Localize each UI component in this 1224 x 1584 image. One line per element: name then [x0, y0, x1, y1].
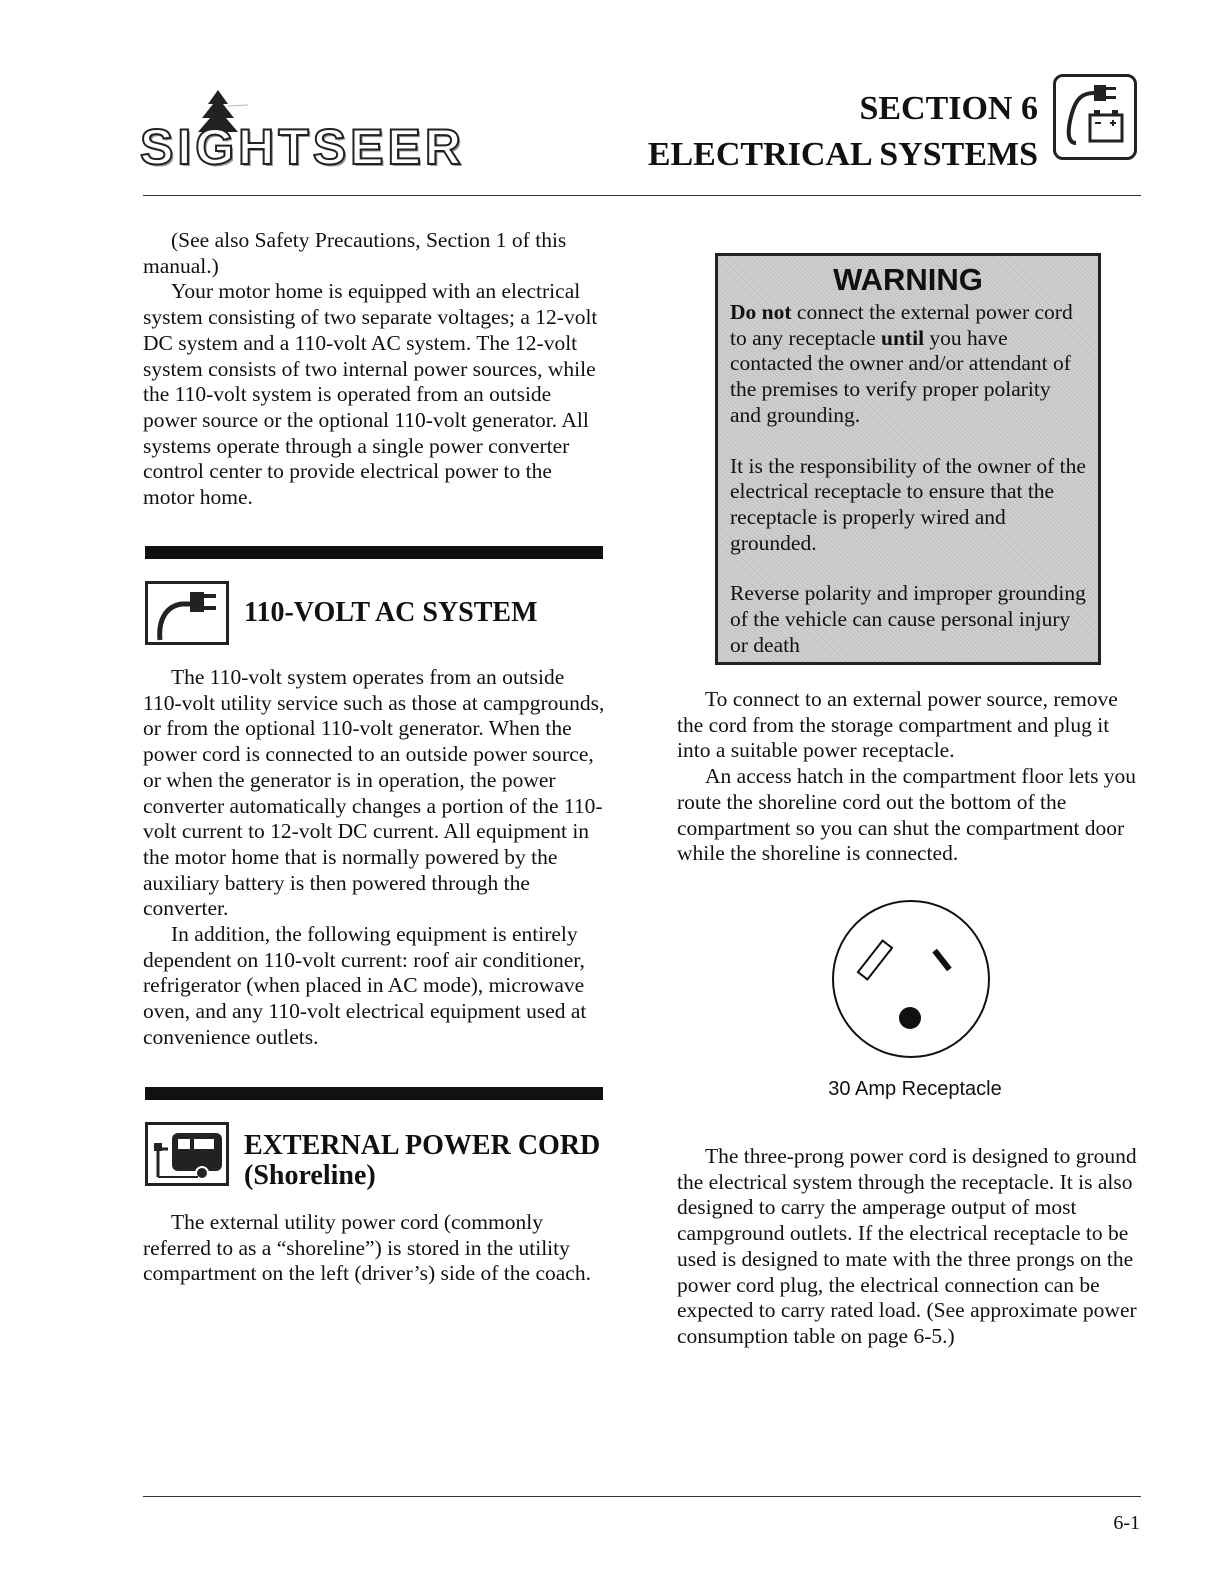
three-prong-paragraph: The three-prong power cord is designed to ground the electrical system through the receptacle. It is also designed to carry the amperage output of most campground outlets. If the electrical receptacle to be used is designed to mate with the three prongs on the power cord plug, the electrical connection can be expected to carry rated load. (See approximate power consumption table on page 6-5.) [677, 1144, 1137, 1348]
figure-caption: 30 Amp Receptacle [828, 1078, 1002, 1100]
section-name: ELECTRICAL SYSTEMS [647, 136, 1038, 173]
section-divider [145, 546, 603, 559]
warning-paragraph-1: Do not connect the external power cord to any receptacle until you have contacted the owner and/or attendant of the premises to verify proper polarity and grounding. [730, 300, 1073, 427]
power-cord-heading [244, 1131, 600, 1191]
warning-box [715, 253, 1101, 665]
connect-paragraph-2: An access hatch in the compartment floor lets you route the shoreline cord out the bottom of the compartment so you can shut the compartment door while the shoreline is connected. [677, 764, 1137, 866]
receptacle-icon [830, 898, 992, 1060]
connect-text [677, 687, 1141, 867]
plug-battery-icon [1053, 74, 1137, 160]
power-cord-text [143, 1210, 605, 1287]
ac-paragraph-1: The 110-volt system operates from an outside 110-volt utility service such as those at campgrounds, or from the optional 110-volt generator. When the power cord is connected to an outside power source, or when the generator is in operation, the power converter automatically changes a portion of the 110-volt current to 12-volt DC current. All equipment in the motor home that is normally powered by the auxiliary battery is then powered through the converter. [143, 665, 605, 921]
rv-shoreline-icon [145, 1122, 229, 1186]
section-title [648, 86, 1038, 178]
connect-paragraph-1: To connect to an external power source, remove the cord from the storage compartment and plug it into a suitable power receptacle. [677, 687, 1118, 763]
three-prong-text [677, 1144, 1141, 1350]
power-cord-heading-line1: EXTERNAL POWER CORD [244, 1130, 601, 1161]
page-number: 6-1 [1113, 1512, 1140, 1534]
warning-title: WARNING [833, 262, 983, 297]
header-rule [143, 195, 1141, 196]
warning-paragraph-2: It is the responsibility of the owner of the electrical receptacle to ensure that the receptacle is properly wired and grounded. [730, 453, 1086, 555]
power-cord-paragraph: The external utility power cord (commonly referred to as a “shoreline”) is stored in the utility compartment on the left (driver’s) side of the coach. [143, 1210, 591, 1286]
section-number: SECTION 6 [859, 90, 1038, 127]
logo-wordmark: SIGHTSEER [140, 119, 465, 175]
plug-icon [145, 581, 229, 645]
intro-text [143, 228, 605, 511]
footer-rule [143, 1496, 1141, 1497]
power-cord-heading-line2: (Shoreline) [244, 1160, 376, 1191]
intro-paragraph-2: Your motor home is equipped with an electrical system consisting of two separate voltages; a 12-volt DC system and a 110-volt AC system. The 12-volt system consists of two internal power sources, while the 110-volt system is operated from an outside power source or the optional 110-volt generator. All systems operate through a single power converter control center to provide electrical power to the motor home. [143, 279, 598, 510]
section-divider [145, 1087, 603, 1100]
ac-system-text [143, 665, 605, 1051]
warning-paragraph-3: Reverse polarity and improper grounding of the vehicle can cause personal injury or death [730, 581, 1086, 657]
intro-paragraph-1: (See also Safety Precautions, Section 1 of this manual.) [143, 228, 567, 278]
ac-system-heading: 110-VOLT AC SYSTEM [244, 597, 538, 628]
sightseer-logo [140, 88, 540, 178]
ac-paragraph-2: In addition, the following equipment is entirely dependent on 110-volt current: roof air conditioner, refrigerator (when placed in AC mode), microwave oven, and any 110-volt electrical equipment used at convenience outlets. [143, 922, 587, 1049]
